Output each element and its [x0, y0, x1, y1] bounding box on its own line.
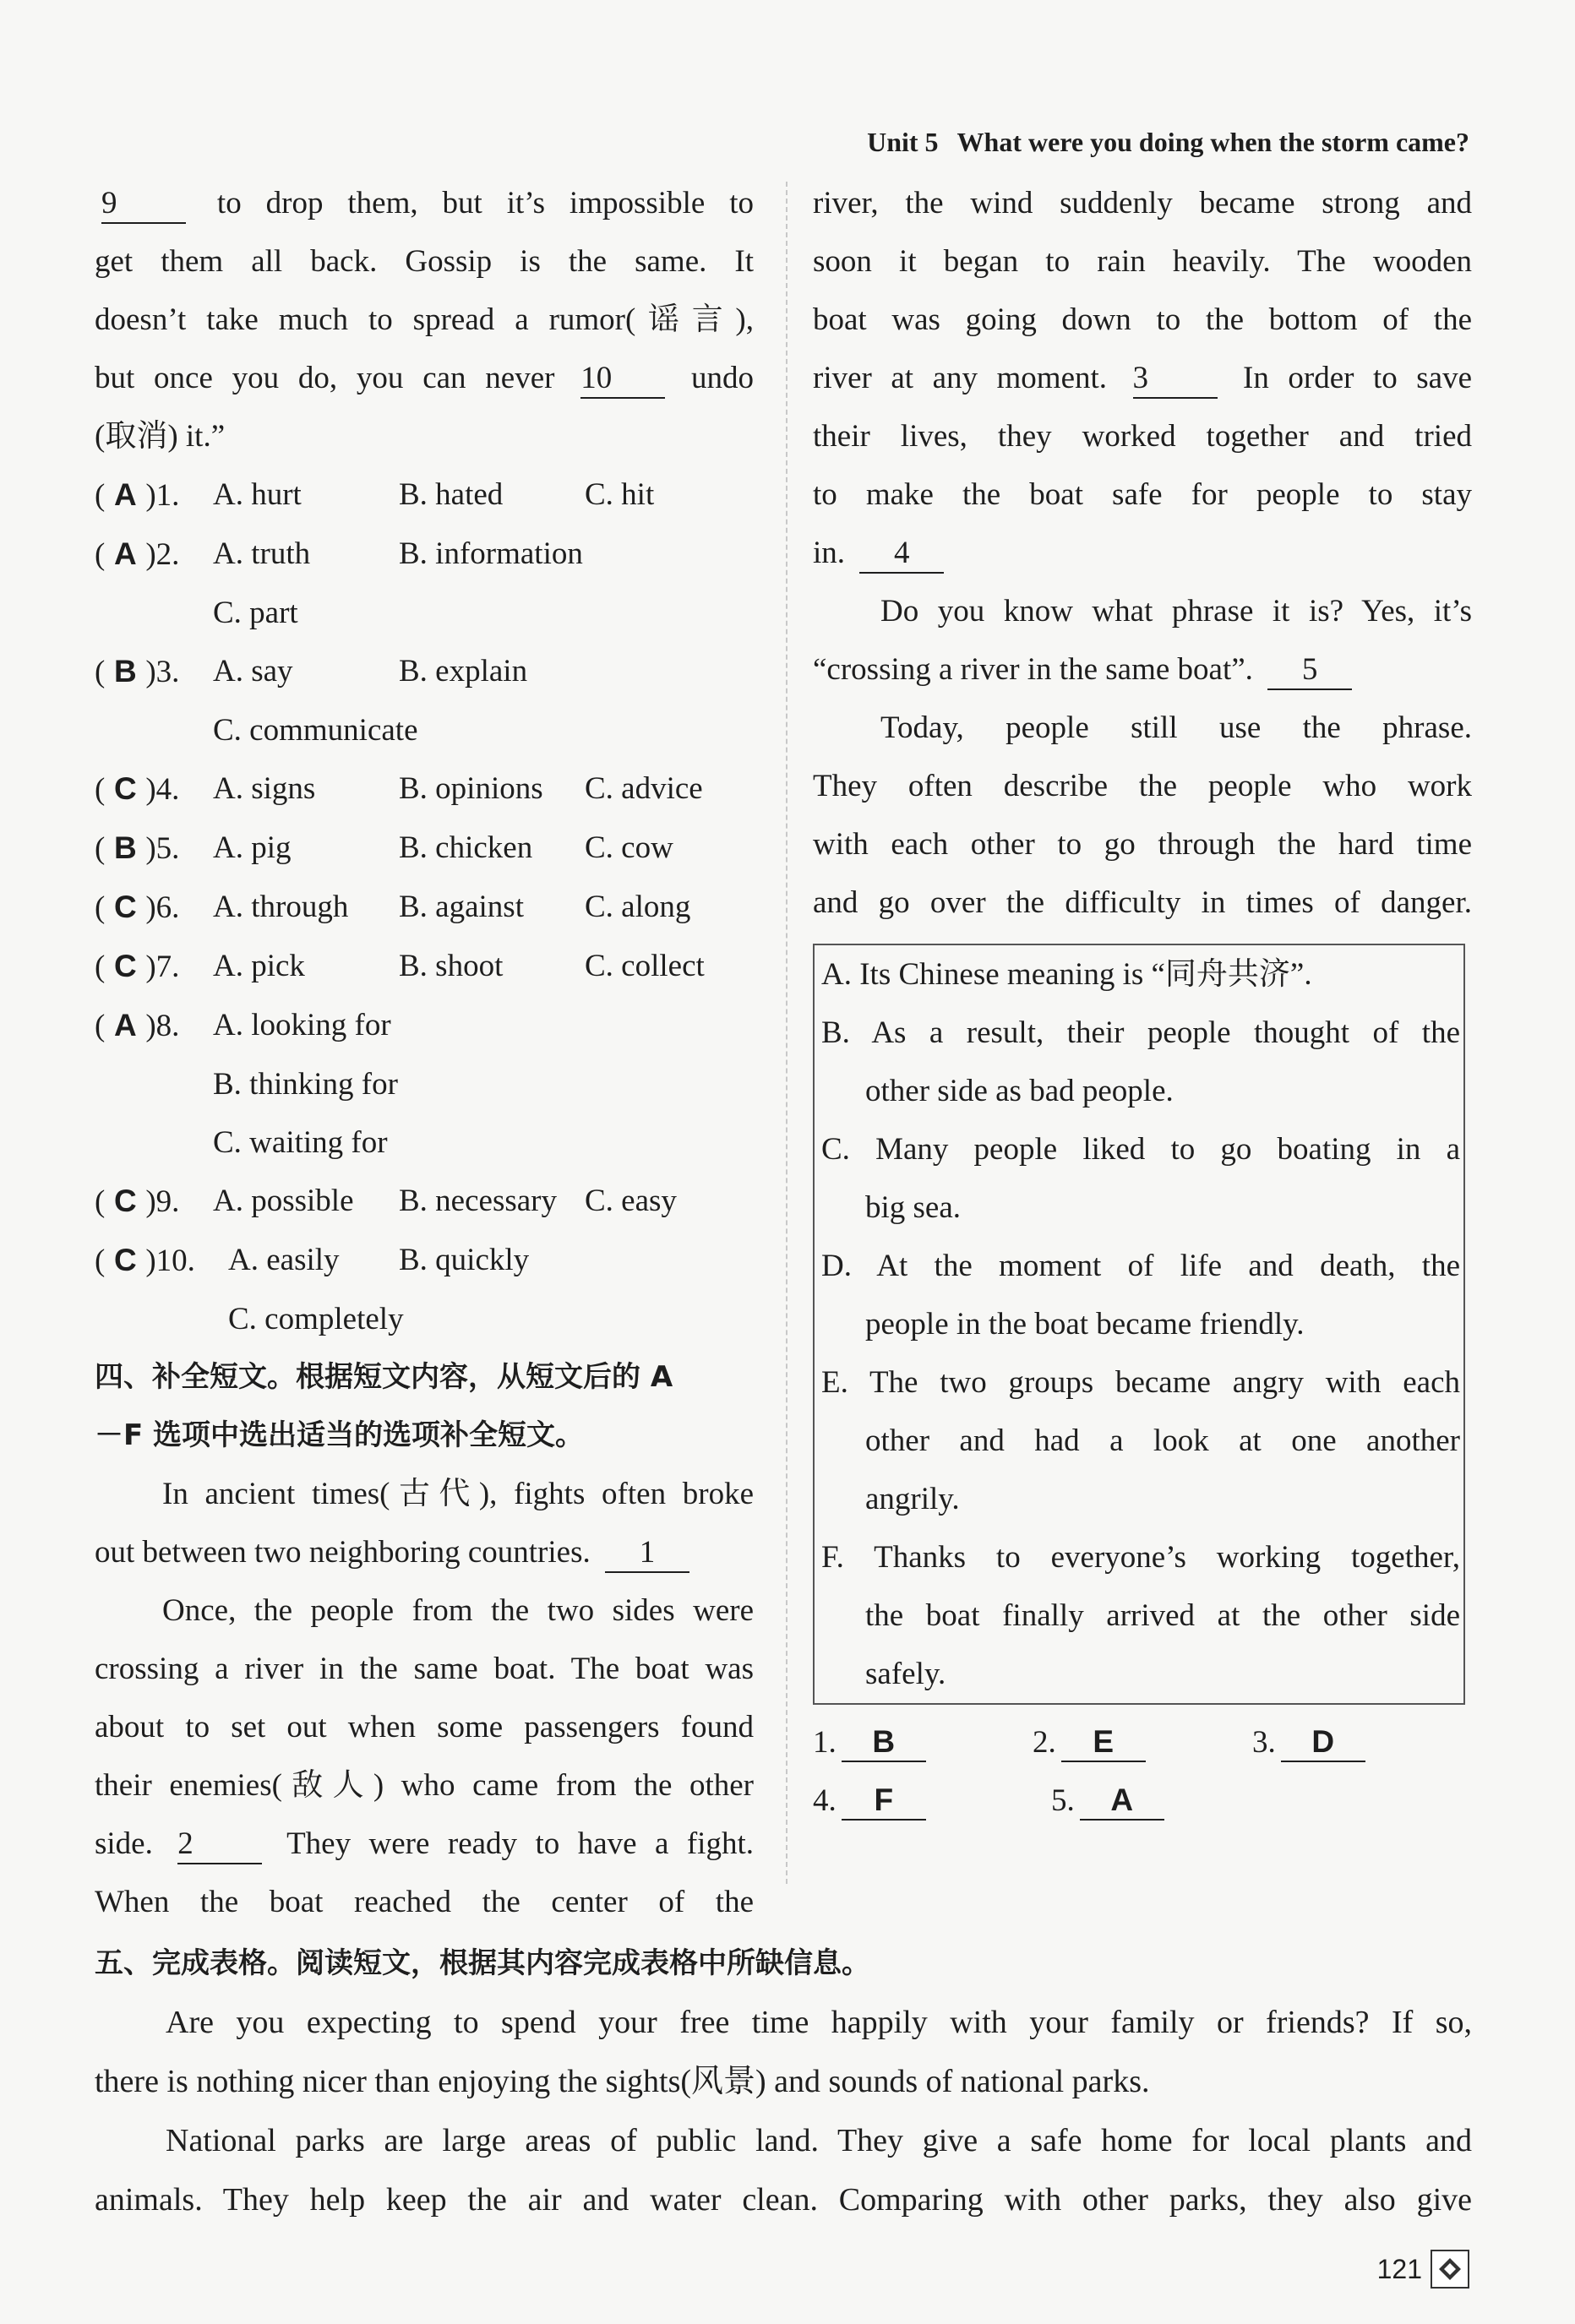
passage-line: National parks are large areas of public land. They give a safe home for local plants and — [166, 2123, 1472, 2158]
answer-slot-4: 4. F — [813, 1772, 1051, 1830]
question-5: ( B )5. A. pig B. chicken C. cow — [95, 819, 754, 878]
question-3: ( B )3. A. say B. explain — [95, 642, 754, 701]
option-e: E. The two groups became angry with each — [821, 1365, 1460, 1400]
section-4-heading: 四、补全短文。根据短文内容，从短文后的 A — [95, 1360, 673, 1394]
question-10-option-c: C. completely — [228, 1302, 404, 1336]
passage-line: They often describe the people who work — [813, 769, 1472, 803]
column-divider — [786, 182, 788, 1884]
passage-line: to make the boat safe for people to stay — [813, 477, 1472, 512]
unit-label: Unit 5 — [867, 127, 939, 157]
passage-line: doesn’t take much to spread a rumor(谣言), — [95, 302, 754, 337]
section-4-heading-cont: －F 选项中选出适当的选项补全短文。 — [95, 1418, 585, 1452]
blank-4: 4 — [859, 535, 944, 574]
answer-7: C — [113, 949, 137, 983]
page-footer — [1377, 2250, 1469, 2289]
blank-5: 5 — [1267, 651, 1352, 690]
answer-slot-1: 1. B — [813, 1713, 1033, 1772]
passage-line: their lives, they worked together and tried — [813, 419, 1472, 454]
answer-1: A — [113, 477, 137, 512]
left-column — [95, 174, 754, 1931]
passage-line: Do you know what phrase it is? Yes, it’s — [880, 594, 1472, 629]
option-d: D. At the moment of life and death, the — [821, 1249, 1460, 1283]
passage-line: river at any moment. 3 In order to save — [813, 349, 1472, 407]
passage-line: When the boat reached the center of the — [95, 1885, 754, 1919]
question-8-option-c: C. waiting for — [213, 1125, 388, 1160]
passage-line: boat was going down to the bottom of the — [813, 302, 1472, 337]
right-column — [813, 174, 1472, 1830]
passage-line: about to set out when some passengers found — [95, 1710, 754, 1744]
question-10: ( C )10. A. easily B. quickly — [95, 1231, 754, 1290]
option-b-cont: other side as bad people. — [865, 1074, 1174, 1108]
passage-line: there is nothing nicer than enjoying the sights(风景) and sounds of national parks. — [95, 2064, 1150, 2099]
blank-3: 3 — [1133, 360, 1218, 399]
passage-line: out between two neighboring countries. 1 — [95, 1523, 754, 1581]
question-2: ( A )2. A. truth B. information — [95, 525, 754, 584]
options-box — [813, 944, 1465, 1705]
passage-line: Once, the people from the two sides were — [162, 1593, 754, 1628]
passage-line: in. 4 — [813, 524, 1472, 582]
passage-line: soon it began to rain heavily. The wooden — [813, 244, 1472, 279]
question-1: ( A )1. A. hurt B. hated C. hit — [95, 465, 754, 525]
question-6: ( C )6. A. through B. against C. along — [95, 878, 754, 937]
section-5-heading: 五、完成表格。阅读短文，根据其内容完成表格中所缺信息。 — [95, 1946, 870, 1980]
blank-10: 10 — [580, 360, 665, 399]
passage-line: “crossing a river in the same boat”. 5 — [813, 640, 1472, 699]
passage-line: Are you expecting to spend your free time happily with your family or friends? If so, — [166, 2005, 1472, 2040]
answer-slot-5: 5. A — [1051, 1772, 1289, 1830]
question-4: ( C )4. A. signs B. opinions C. advice — [95, 759, 754, 819]
option-b: B. As a result, their people thought of the — [821, 1015, 1460, 1050]
blank-9: 9 — [101, 185, 186, 224]
passage-line: In ancient times(古代), fights often broke — [162, 1477, 754, 1511]
option-f-cont: the boat finally arrived at the other side — [865, 1598, 1460, 1633]
option-a: A. Its Chinese meaning is “同舟共济”. — [821, 957, 1312, 992]
option-c: C. Many people liked to go boating in a — [821, 1132, 1460, 1167]
answer-slot-3: 3. D — [1252, 1713, 1472, 1772]
answer-2: A — [113, 536, 137, 571]
passage-line: (取消) it.” — [95, 419, 226, 454]
answer-blanks — [813, 1713, 1472, 1830]
passage-line: but once you do, you can never 10 undo — [95, 349, 754, 407]
question-9: ( C )9. A. possible B. necessary C. easy — [95, 1172, 754, 1231]
passage-line: with each other to go through the hard time — [813, 827, 1472, 862]
question-3-option-c: C. communicate — [213, 713, 418, 748]
answer-slot-2: 2. E — [1033, 1713, 1252, 1772]
option-e-cont: angrily. — [865, 1482, 960, 1516]
passage-line: animals. They help keep the air and water clean. Comparing with other parks, they also give — [95, 2182, 1472, 2218]
answer-4: C — [113, 771, 137, 806]
passage-line: and go over the difficulty in times of danger. — [813, 885, 1472, 920]
passage-line: their enemies(敌人) who came from the other — [95, 1768, 754, 1803]
answer-10: C — [113, 1243, 137, 1277]
passage-line: crossing a river in the same boat. The boat was — [95, 1652, 754, 1686]
answer-6: C — [113, 890, 137, 924]
diamond-icon — [1431, 2250, 1469, 2289]
option-e-cont: other and had a look at one another — [865, 1423, 1460, 1458]
question-8: ( A )8. A. looking for — [95, 996, 754, 1055]
question-8-option-b: B. thinking for — [213, 1067, 398, 1102]
passage-line: get them all back. Gossip is the same. It — [95, 244, 754, 279]
passage-line: river, the wind suddenly became strong and — [813, 186, 1472, 220]
unit-title: What were you doing when the storm came? — [956, 127, 1469, 157]
passage-line: 9 to drop them, but it’s impossible to — [95, 174, 754, 232]
answer-5: B — [113, 830, 137, 865]
section-5 — [95, 1935, 1472, 2229]
page-number: 121 — [1376, 2253, 1422, 2284]
passage-line: side. 2 They were ready to have a fight. — [95, 1815, 754, 1873]
passage-line: Today, people still use the phrase. — [880, 710, 1472, 745]
option-f: F. Thanks to everyone’s working together, — [821, 1540, 1460, 1575]
question-2-option-c: C. part — [213, 596, 298, 630]
answer-9: C — [113, 1184, 137, 1218]
option-d-cont: people in the boat became friendly. — [865, 1307, 1305, 1342]
running-header — [867, 127, 1469, 158]
blank-1: 1 — [605, 1534, 689, 1573]
answer-8: A — [113, 1008, 137, 1042]
question-7: ( C )7. A. pick B. shoot C. collect — [95, 937, 754, 996]
answer-3: B — [113, 654, 137, 688]
blank-2: 2 — [177, 1826, 262, 1864]
option-c-cont: big sea. — [865, 1190, 962, 1225]
option-f-cont: safely. — [865, 1657, 946, 1691]
